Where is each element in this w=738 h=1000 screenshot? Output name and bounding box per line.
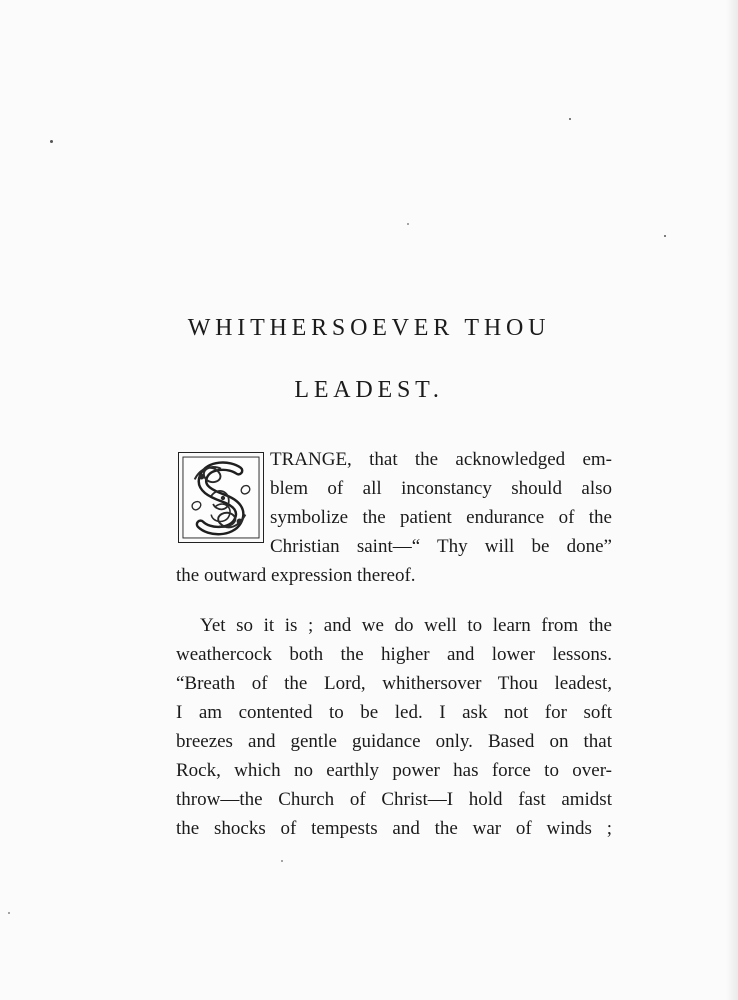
chapter-title-line-2: LEADEST. (294, 377, 444, 403)
paragraph-line: Christian saint—“ Thy will be done” (270, 536, 612, 557)
paragraph-line: the outward expression thereof. (176, 565, 416, 586)
paragraph-line: the shocks of tempests and the war of winds ; (176, 818, 612, 839)
paragraph-line: throw—the Church of Christ—I hold fast amidst (176, 789, 612, 810)
paragraph-line: I am contented to be led. I ask not for soft (176, 702, 612, 723)
page-edge-shade (726, 0, 738, 1000)
paragraph-line: breezes and gentle guidance only. Based on that (176, 731, 612, 752)
scan-speck (281, 860, 283, 862)
scan-speck (664, 235, 666, 237)
scan-speck (50, 140, 53, 143)
paragraph-line: Rock, which no earthly power has force to over- (176, 760, 612, 781)
paragraph-line: weathercock both the higher and lower lessons. (176, 644, 612, 665)
chapter-title-line-1: WHITHERSOEVER THOU (187, 315, 551, 341)
second-paragraph (176, 611, 612, 843)
opening-paragraph (176, 445, 612, 590)
paragraph-line: symbolize the patient endurance of the (270, 507, 612, 528)
paragraph-line: “Breath of the Lord, whithersover Thou leadest, (176, 673, 612, 694)
paragraph-line: TRANGE, that the acknowledged em- (270, 449, 612, 470)
scan-speck (569, 118, 571, 120)
paragraph-line: blem of all inconstancy should also (270, 478, 612, 499)
dropcap-wrapped-lines (270, 445, 612, 561)
scan-speck (407, 223, 409, 225)
scan-speck (8, 912, 10, 914)
paragraph-line: Yet so it is ; and we do well to learn from the (200, 615, 612, 636)
